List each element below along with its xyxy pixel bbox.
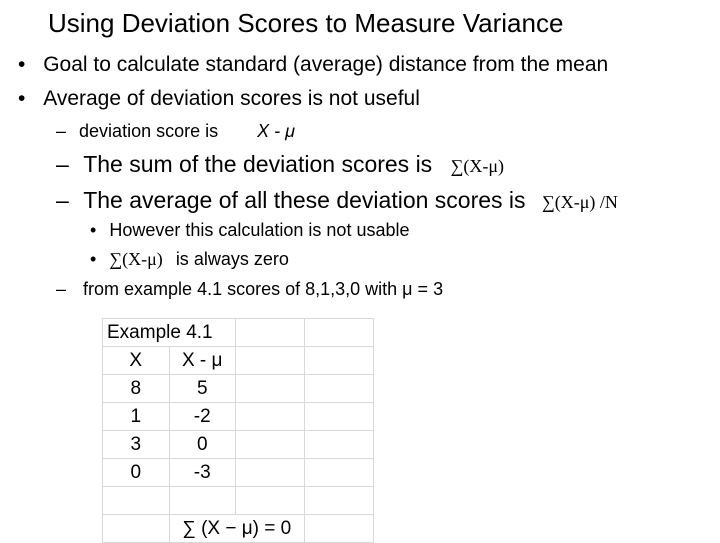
- bullet-marker: –: [56, 187, 69, 213]
- column-header-deviation: X - μ: [169, 347, 236, 375]
- bullet-marker: –: [56, 121, 67, 141]
- bullet-marker: –: [56, 279, 67, 299]
- sum-formula: ∑(X-μ): [450, 156, 505, 176]
- table-row: [103, 459, 374, 487]
- bullet-text: However this calculation is not usable: [109, 220, 410, 240]
- bullet-text: deviation score is: [79, 121, 219, 141]
- bullet-marker: •: [18, 87, 26, 110]
- table-cell: 8: [103, 375, 170, 403]
- table-cell: [305, 487, 374, 515]
- sub-sub-bullet-always-zero: [90, 249, 289, 270]
- table-cell: [305, 403, 374, 431]
- table-cell: 5: [169, 375, 236, 403]
- bullet-text: The average of all these deviation scores is: [83, 187, 526, 213]
- table-sum-row: [103, 515, 374, 543]
- table-cell: [169, 487, 236, 515]
- bullet-marker: •: [18, 53, 26, 76]
- table-cell: 0: [103, 459, 170, 487]
- table-cell: [103, 487, 170, 515]
- table-cell: [236, 319, 305, 347]
- table-cell: 1: [103, 403, 170, 431]
- table-cell: [305, 347, 374, 375]
- sub-bullet-average: [56, 187, 618, 214]
- table-cell: [305, 319, 374, 347]
- sub-bullet-sum: [56, 151, 504, 178]
- table-row: [103, 487, 374, 515]
- table-cell: [236, 431, 305, 459]
- table-cell: [236, 487, 305, 515]
- deviation-formula: X - μ: [257, 121, 295, 141]
- bullet-text: is always zero: [175, 249, 289, 269]
- example-table: [102, 318, 374, 543]
- sub-bullet-deviation-score: [56, 121, 295, 142]
- bullet-text: Goal to calculate standard (average) distance from the mean: [43, 53, 609, 76]
- bullet-marker: •: [90, 249, 97, 269]
- table-cell: [236, 347, 305, 375]
- table-cell: -2: [169, 403, 236, 431]
- bullet-text: Average of deviation scores is not useful: [43, 87, 420, 110]
- bullet-text: The sum of the deviation scores is: [83, 151, 433, 177]
- bullet-goal: [18, 53, 608, 77]
- table-cell: [103, 515, 170, 543]
- bullet-marker: •: [90, 220, 97, 240]
- sum-formula: ∑(X-μ): [109, 249, 163, 269]
- table-cell: [236, 375, 305, 403]
- sub-sub-bullet-not-usable: [90, 220, 409, 241]
- table-caption-row: [103, 319, 374, 347]
- column-header-x: X: [103, 347, 170, 375]
- table-row: [103, 431, 374, 459]
- bullet-average: [18, 87, 420, 111]
- table-cell: [305, 431, 374, 459]
- table-cell: -3: [169, 459, 236, 487]
- table-row: [103, 375, 374, 403]
- average-formula: ∑(X-μ) /N: [541, 192, 618, 212]
- table-cell: [305, 515, 374, 543]
- slide-title: Using Deviation Scores to Measure Variance: [48, 8, 564, 38]
- sum-result: ∑ (X − μ) = 0: [169, 515, 305, 543]
- example-text: from example 4.1 scores of 8,1,3,0 with μ = 3: [83, 279, 444, 299]
- table-header-row: [103, 347, 374, 375]
- bullet-marker: –: [56, 151, 69, 177]
- table-cell: [305, 375, 374, 403]
- table-cell: [305, 459, 374, 487]
- table-row: [103, 403, 374, 431]
- table-cell: 3: [103, 431, 170, 459]
- table-cell: 0: [169, 431, 236, 459]
- table-cell: [236, 459, 305, 487]
- table-cell: [236, 403, 305, 431]
- example-line: [56, 279, 443, 300]
- table-caption: Example 4.1: [103, 319, 236, 347]
